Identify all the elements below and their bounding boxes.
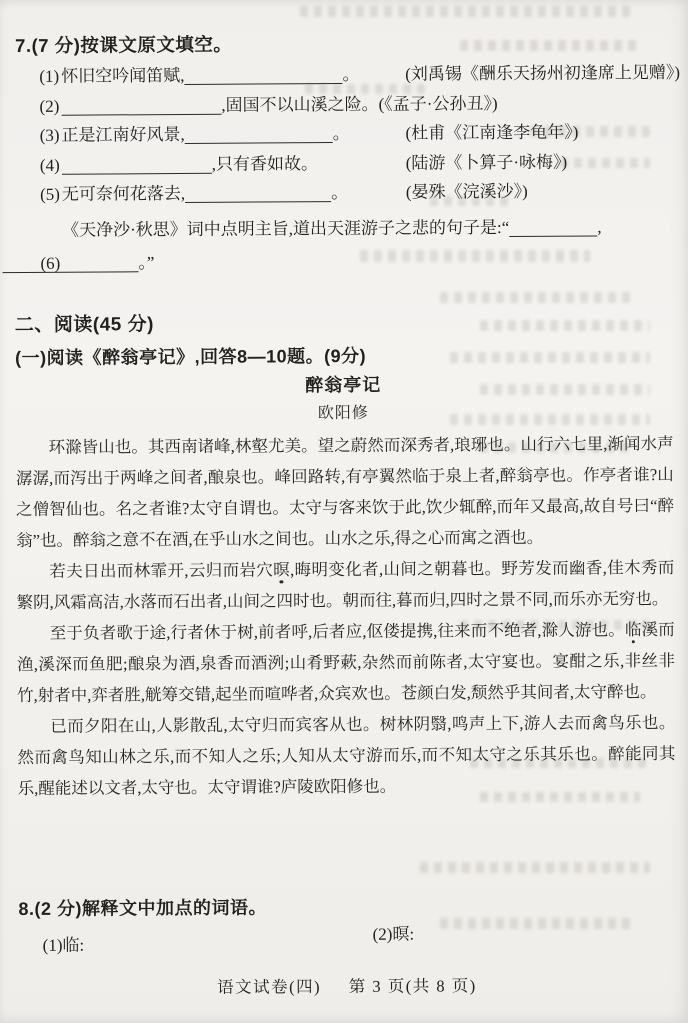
item-text: 。 bbox=[331, 182, 349, 203]
essay-paragraph bbox=[16, 428, 675, 556]
question8-sub1: (1)临: bbox=[42, 935, 85, 955]
fill-in-blank bbox=[185, 141, 333, 144]
question8-header: 8.(2 分)解释文中加点的词语。 bbox=[18, 897, 267, 919]
question7-item bbox=[39, 91, 673, 117]
essay-text: 环滁皆山也。其西南诸峰,林壑尤美。望之蔚然而深秀者,琅琊也。山行六七里,渐闻水声潺潺,而泻出于两峰之间者,酿泉也。峰回路转,有亭翼然临于泉上者,醉翁亭也。作亭者谁?山之僧智仙也。名之者谁?太守自谓也。太守与客来饮于此,饮少辄醉,而年又最高,故自号曰“醉翁”也。醉翁之意不在酒,在乎山水之间也。山水之乐,得之心而寓之酒也。 bbox=[15, 433, 675, 551]
item-main-text bbox=[61, 64, 405, 88]
item-main-text bbox=[62, 210, 602, 279]
essay-paragraph bbox=[17, 707, 676, 804]
fill-in-blank bbox=[61, 112, 221, 115]
question7-header: 7.(7 分)按课文原文填空。 bbox=[15, 33, 233, 56]
essay-author: 欧阳修 bbox=[317, 404, 369, 423]
section2-part1-header: (一)阅读《醉翁亭记》,回答8—10题。(9分) bbox=[14, 345, 367, 369]
fill-in-blank bbox=[2, 270, 138, 273]
fill-in-blank bbox=[62, 171, 212, 174]
item-text: ,固国不以山溪之险。 bbox=[221, 94, 379, 115]
section2-header: 二、阅读(45 分) bbox=[14, 314, 154, 337]
item-text: 。 bbox=[332, 123, 350, 144]
item-text: 无可奈何花落去, bbox=[61, 183, 186, 204]
essay-title: 醉翁亭记 bbox=[305, 374, 382, 396]
question8-sub2: (2)暝: bbox=[372, 924, 415, 944]
item-main-text bbox=[61, 123, 405, 147]
item-text: 怀旧空吟闻笛赋, bbox=[61, 65, 185, 86]
item-text: 。 bbox=[342, 64, 360, 85]
citation: (《孟子·公孙丑》) bbox=[378, 93, 498, 114]
item-main-text bbox=[62, 152, 406, 176]
citation: (晏殊《浣溪沙》) bbox=[405, 181, 528, 202]
essay-text: 至于负者歌于途,行者休于树,前者呼,后者应,伛偻提携,往来而不绝者,滁人游也。 bbox=[49, 620, 625, 643]
question7-item bbox=[40, 209, 674, 279]
item-text: , bbox=[597, 216, 602, 236]
item-main-text bbox=[61, 93, 378, 117]
item-number: (4) bbox=[39, 155, 60, 175]
question7-item bbox=[40, 150, 674, 176]
essay-text: 若夫日出而林霏开,云归而岩穴 bbox=[49, 560, 274, 581]
footer-paper-name: 语文试卷(四) bbox=[217, 977, 322, 997]
citation: (刘禹锡《酬乐天扬州初逢席上见赠》) bbox=[405, 62, 681, 84]
fill-in-blank bbox=[185, 200, 331, 203]
question7-items bbox=[39, 62, 681, 287]
item-number: (5) bbox=[39, 184, 60, 204]
emphasized-word: 暝 bbox=[273, 560, 291, 580]
fill-in-blank bbox=[509, 234, 597, 237]
essay-paragraph bbox=[16, 552, 674, 618]
citation: (陆游《卜算子·咏梅》) bbox=[405, 152, 568, 173]
essay-text: 已而夕阳在山,人影散乱,太守归而宾客从也。树林阴翳,鸣声上下,游人去而禽鸟乐也。然而禽鸟知山林之乐,而不知人之乐;人知从太守游而乐,而不知太守之乐其乐也。醉能同其乐,醒能述以文者,太守也。太守谓谁?庐陵欧阳修也。 bbox=[17, 712, 676, 798]
item-number: (3) bbox=[39, 125, 60, 145]
item-number: (1) bbox=[39, 66, 60, 86]
essay-text: 溪而渔,溪深而鱼肥;酿泉为酒,泉香而酒洌;山肴野蔌,杂然而前陈者,太守宴也。宴酣之乐,非丝非竹,射者中,弈者胜,觥筹交错,起坐而喧哗者,众宾欢也。苍颜白发,颓然乎其间者,太守醉也。 bbox=[16, 619, 675, 706]
item-number: (6) bbox=[40, 253, 61, 273]
item-text: ,只有香如故。 bbox=[211, 153, 319, 174]
item-text: 。” bbox=[138, 252, 155, 272]
page-footer bbox=[3, 971, 688, 999]
item-text: 《天净沙·秋思》词中点明主旨,道出天涯游子之悲的句子是:“ bbox=[62, 217, 510, 240]
essay-text: ,晦明变化者,山间之朝暮也。野芳发而幽香,佳木秀而繁阴,风霜高洁,水落而石出者,山间之四时也。朝而往,暮而归,四时之景不同,而乐亦无穷也。 bbox=[16, 557, 675, 613]
question7-item bbox=[40, 180, 674, 206]
item-text: 正是江南好风景, bbox=[61, 124, 185, 145]
question7-item bbox=[39, 62, 681, 88]
essay-paragraph bbox=[17, 614, 676, 711]
item-number: (2) bbox=[39, 96, 60, 116]
emphasized-word: 临 bbox=[624, 620, 642, 640]
essay-paragraphs bbox=[16, 428, 676, 804]
question7-item bbox=[40, 121, 674, 147]
citation: (杜甫《江南逢李龟年》) bbox=[405, 122, 579, 143]
footer-page-number: 第 3 页(共 8 页) bbox=[348, 976, 477, 996]
item-main-text bbox=[62, 182, 406, 206]
fill-in-blank bbox=[184, 82, 342, 85]
